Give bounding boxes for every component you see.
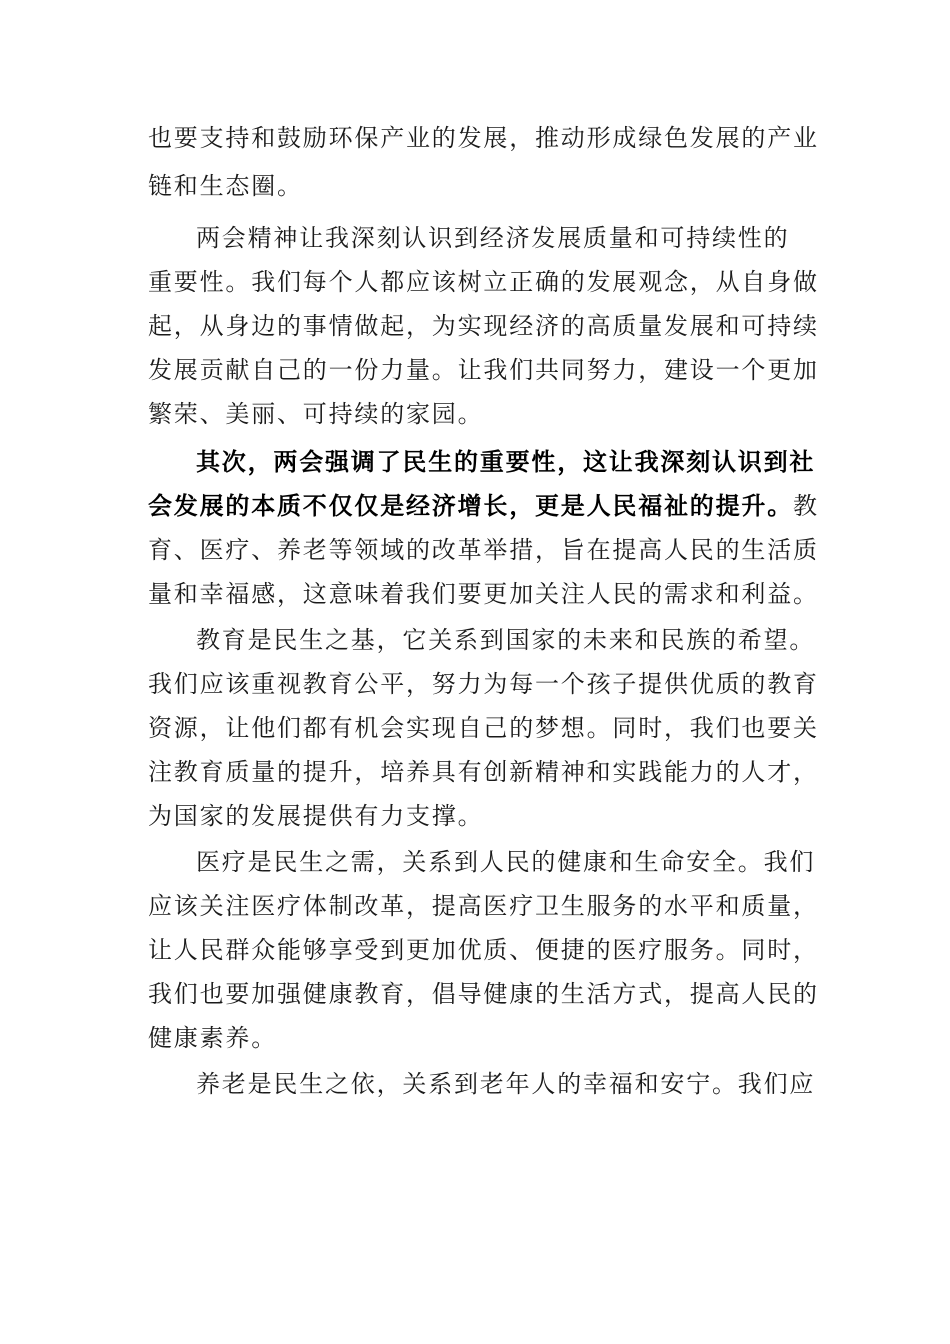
text-line: 我们也要加强健康教育，倡导健康的生活方式，提高人民的 <box>148 980 819 1008</box>
text-line: 繁荣、美丽、可持续的家园。 <box>148 400 484 428</box>
paragraph-6 <box>148 1062 816 1106</box>
text-line: 重要性。我们每个人都应该树立正确的发展观念，从自身做 <box>148 268 819 296</box>
text-line <box>148 440 816 484</box>
bold-text: 其次，两会强调了民生的重要性，这让我深刻认识到社 <box>196 448 816 476</box>
text-line: 也要支持和鼓励环保产业的发展，推动形成绿色发展的产业 <box>148 124 819 152</box>
paragraph-4 <box>148 618 819 838</box>
text-line: 医疗是民生之需，关系到人民的健康和生命安全。我们 <box>196 848 816 876</box>
text-line: 资源，让他们都有机会实现自己的梦想。同时，我们也要关 <box>148 714 819 742</box>
paragraph-2 <box>148 216 819 436</box>
text-line: 养老是民生之依，关系到老年人的幸福和安宁。我们应 <box>196 1070 816 1098</box>
bold-text: 会发展的本质不仅仅是经济增长，更是人民福祉的提升。 <box>148 492 793 520</box>
text-line: 应该关注医疗体制改革，提高医疗卫生服务的水平和质量， <box>148 892 819 920</box>
paragraph-3 <box>148 440 819 616</box>
text-line: 注教育质量的提升，培养具有创新精神和实践能力的人才， <box>148 758 819 786</box>
text-line: 起，从身边的事情做起，为实现经济的高质量发展和可持续 <box>148 312 819 340</box>
text-line: 两会精神让我深刻认识到经济发展质量和可持续性的 <box>196 224 790 252</box>
text-line: 我们应该重视教育公平，努力为每一个孩子提供优质的教育 <box>148 670 819 698</box>
text-fragment: 教 <box>793 492 819 520</box>
text-line <box>148 484 819 528</box>
text-line: 量和幸福感，这意味着我们要更加关注人民的需求和利益。 <box>148 580 819 608</box>
text-line: 教育是民生之基，它关系到国家的未来和民族的希望。 <box>196 626 816 654</box>
text-line: 让人民群众能够享受到更加优质、便捷的医疗服务。同时， <box>148 936 819 964</box>
text-line: 育、医疗、养老等领域的改革举措，旨在提高人民的生活质 <box>148 536 819 564</box>
text-line: 链和生态圈。 <box>148 172 303 200</box>
paragraph-5 <box>148 840 819 1060</box>
paragraph-1 <box>148 114 819 210</box>
text-line: 健康素养。 <box>148 1024 277 1052</box>
text-line: 发展贡献自己的一份力量。让我们共同努力，建设一个更加 <box>148 356 819 384</box>
text-line: 为国家的发展提供有力支撑。 <box>148 802 484 830</box>
